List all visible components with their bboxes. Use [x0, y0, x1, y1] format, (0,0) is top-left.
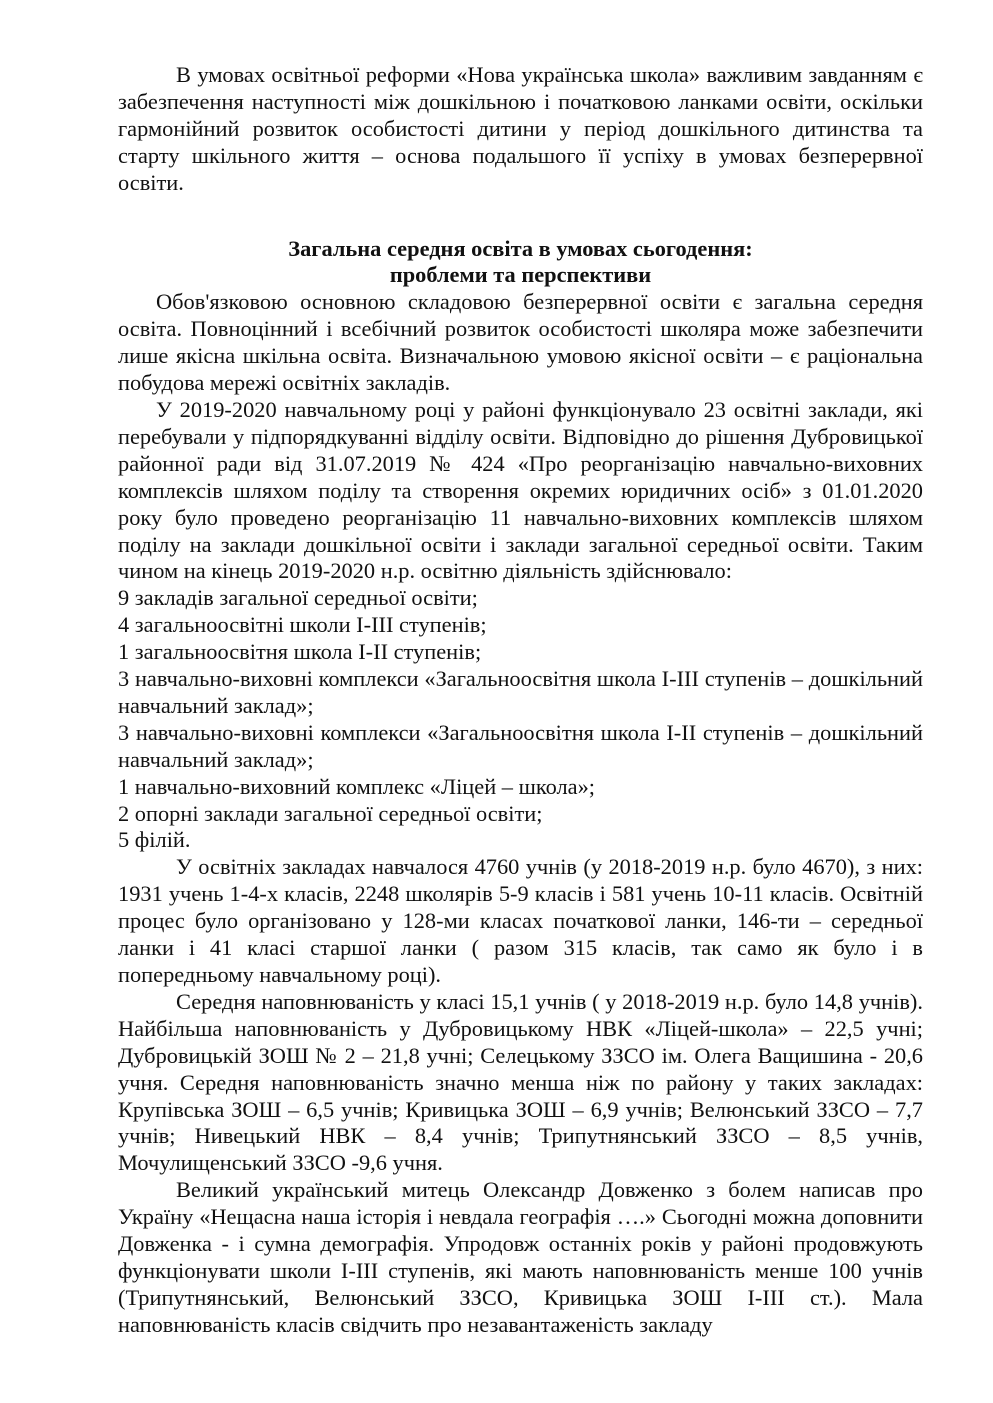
institutions-list: [118, 585, 923, 854]
section-title-line-1: Загальна середня освіта в умовах сьогодення:: [288, 235, 753, 261]
list-item: 5 філій.: [118, 827, 191, 853]
list-item: 9 закладів загальної середньої освіти;: [118, 585, 478, 611]
section-gap: [118, 197, 923, 236]
intro-paragraph: В умовах освітньої реформи «Нова українська школа» важливим завданням є забезпечення наступності між дошкільною і початковою ланками освіти, оскільки гармонійний розвиток особистості дитини у період дошкільного дитинства та старту шкільного життя – основа подальшого її успіху в умовах безперервної освіти.: [118, 62, 923, 195]
paragraph-class-occupancy: Середня наповнюваність у класі 15,1 учнів ( у 2018-2019 н.р. було 14,8 учнів). Найбільша наповнюваність у Дубровицькому НВК «Ліцей-школа» – 22,5 учні; Дубровицькій ЗОШ № 2 – 21,8 учні; Селецькому ЗЗСО ім. Олега Ващишина - 20,6 учня. Середня наповнюваність значно менша ніж по району у таких закладах: Крупівська ЗОШ – 6,5 учнів; Кривицька ЗОШ – 6,9 учнів; Велюнський ЗЗСО – 7,7 учнів; Нивецький НВК – 8,4 учнів; Трипутнянський ЗЗСО – 8,5 учнів, Мочулищенський ЗЗСО -9,6 учня.: [118, 988, 923, 1176]
paragraph-compulsory-education: Обов'язковою основною складовою безперервної освіти є загальна середня освіта. Повноцінний і всебічний розвиток особистості школяра може забезпечити лише якісна шкільна освіта. Визначальною умовою якісної освіти – є раціональна побудова мережі освітніх закладів.: [118, 289, 923, 396]
document-page: [118, 62, 923, 1339]
list-item: 1 загальноосвітня школа І-ІІ ступенів;: [118, 639, 482, 665]
section-title-line-2: проблеми та перспективи: [389, 262, 652, 288]
paragraph-demography: Великий український митець Олександр Довженко з болем написав про Україну «Нещасна наша історія і невдала географія ….» Сьогодні можна доповнити Довженка - і сумна демографія. Упродовж останніх років у районі продовжують функціонувати школи І-ІІІ ступенів, які мають наповнюваність менше 100 учнів (Трипутнянський, Велюнський ЗЗСО, Кривицька ЗОШ І-ІІІ ст.). Мала наповнюваність класів свідчить про незавантаженість закладу: [118, 1177, 923, 1337]
list-item: 3 навчально-виховні комплекси «Загальноосвітня школа І-ІІ ступенів – дошкільний навчальний заклад»;: [118, 719, 923, 772]
paragraph-school-network: У 2019-2020 навчальному році у районі функціонувало 23 освітні заклади, які перебували у підпорядкуванні відділу освіти. Відповідно до рішення Дубровицької районної ради від 31.07.2019 № 424 «Про реорганізацію навчально-виховних комплексів шляхом поділу та створення окремих юридичних осіб» з 01.01.2020 року було проведено реорганізацію 11 навчально-виховних комплексів шляхом поділу на заклади дошкільної освіти і заклади загальної середньої освіти. Таким чином на кінець 2019-2020 н.р. освітню діяльність здійснювало:: [118, 396, 923, 584]
list-item: 4 загальноосвітні школи І-ІІІ ступенів;: [118, 612, 487, 638]
paragraph-student-counts: У освітніх закладах навчалося 4760 учнів (у 2018-2019 н.р. було 4670), з них: 1931 учень 1-4-х класів, 2248 школярів 5-9 класів і 581 учень 10-11 класів. Освітній процес було організовано у 128-ми класах початкової ланки, 146-ти – середньої ланки і 41 класі старшої ланки ( разом 315 класів, так само як було і в попередньому навчальному році).: [118, 854, 923, 987]
list-item: 1 навчально-виховний комплекс «Ліцей – школа»;: [118, 773, 595, 799]
list-item: 2 опорні заклади загальної середньої освіти;: [118, 800, 543, 826]
list-item: 3 навчально-виховні комплекси «Загальноосвітня школа І-ІІІ ступенів – дошкільний навчальний заклад»;: [118, 666, 923, 718]
